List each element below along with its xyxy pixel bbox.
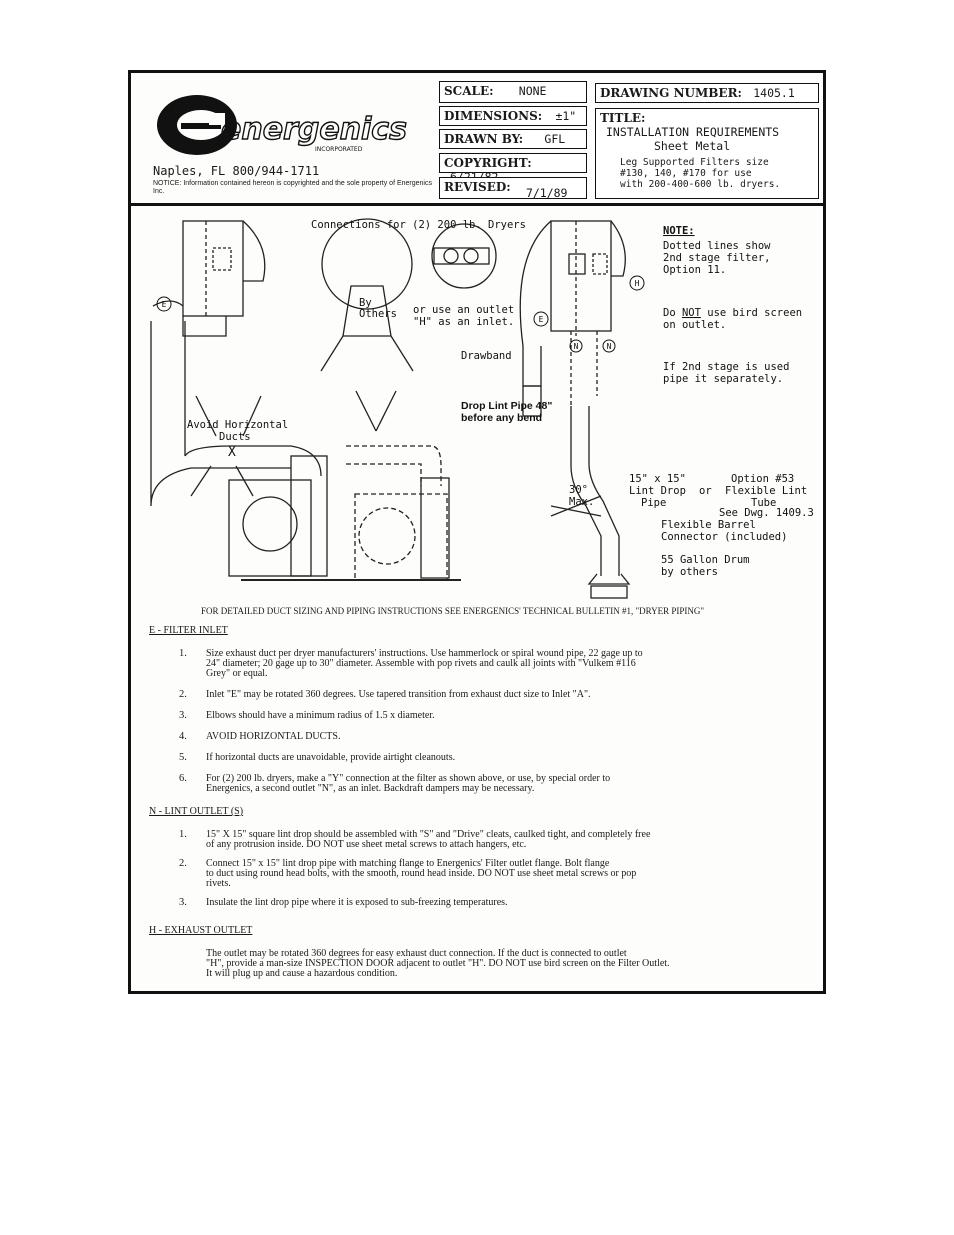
y-connection-circle [322,219,412,309]
e-heading: E - FILTER INLET [149,625,228,636]
see-dwg: See Dwg. 1409.3 [719,507,814,519]
detailed-instructions: FOR DETAILED DUCT SIZING AND PIPING INSTRUCTIONS SEE ENERGENICS' TECHNICAL BULLETIN #1, "DRYER PIPING" [201,606,705,616]
e-item-line: Energenics, a second outlet "N", as an inlet. Backdraft dampers may be necessary. [206,783,535,794]
lint-outlet-n-marker: N [573,342,579,351]
title-label: TITLE: [600,111,646,125]
drop-lint-line-2: before any bend [461,412,543,424]
note-line-2: 2nd stage filter, [663,252,771,264]
max-angle-line-2: Max. [569,496,595,508]
h-line: "H", provide a man-size INSPECTION DOOR adjacent to outlet "H". DO NOT use bird screen on the Filter Outlet. [206,958,670,969]
flex-line-2: Connector (included) [661,531,788,543]
or-use-line-1: or use an outlet [413,304,515,316]
avoid-line-2: Ducts [219,431,251,443]
n-item-line: 15" X 15" square lint drop should be assembled with "S" and "Drive" cleats, caulked tight, and completely free [206,829,651,840]
e-item-number: 5. [179,752,187,763]
drum-line-2: by others [661,566,718,578]
e-item-line: Inlet "E" may be rotated 360 degrees. Use tapered transition from exhaust duct size to Inlet "A". [206,689,591,700]
revised-cell [439,177,587,199]
bird-line-2: on outlet. [663,319,727,331]
lint-outlet-n-marker-2: N [606,342,612,351]
n-item-number: 3. [179,897,187,908]
description-line-3: with 200-400-600 lb. dryers. [620,179,781,190]
connections-caption: Connections for (2) 200 lb. Dryers [311,219,526,231]
inlet-e-marker-right: E [538,315,544,324]
second-stage-line-2: pipe it separately. [663,373,784,385]
max-angle-line-1: 30° [569,484,588,496]
title-block [131,73,823,206]
option-line-2: Flexible Lint [725,485,808,497]
h-line: It will plug up and cause a hazardous condition. [206,968,398,979]
description-line-2: #130, 140, #170 for use [620,168,752,179]
revised-label: REVISED: [444,180,511,194]
installation-diagram [131,206,823,601]
scale-cell [439,81,587,103]
copyright-label: COPYRIGHT: [444,156,532,170]
e-item-line: If horizontal ducts are unavoidable, provide airtight cleanouts. [206,752,456,763]
e-item-line: 24" diameter; 20 gage up to 30" diameter. Assemble with pop rivets and caulk all joints with "Vulkem #116 [206,658,636,669]
option-line-1: Option #53 [731,473,795,485]
n-item-number: 2. [179,858,187,869]
title-line-1: INSTALLATION REQUIREMENTS [606,125,780,139]
description-line-1: Leg Supported Filters size [620,157,769,168]
scale-label: SCALE: [444,84,494,98]
svg-text:Do NOT use bird screen [663,307,802,319]
drawing-number-label: DRAWING NUMBER: [600,86,742,100]
scale-value: NONE [518,84,547,98]
n-item-line: to duct using round head bolts, with the smooth, round head inside. DO NOT use sheet metal screws or pop [206,868,637,879]
e-item-number: 4. [179,731,187,742]
second-stage-line-1: If 2nd stage is used [663,361,790,373]
dimensions-label: DIMENSIONS: [444,109,543,123]
drawn-by-value: GFL [544,132,566,146]
drawn-by-cell [439,129,587,149]
bird-line-1a: Do [663,307,682,319]
note-line-1: Dotted lines show [663,240,771,252]
title-cell [595,108,819,199]
option-line-3: Tube [751,497,777,509]
company-location: Naples, FL 800/944-1711 [153,164,320,178]
bird-line-1b: use bird screen [700,307,803,319]
copyright-cell [439,153,587,173]
or-use-line-2: "H" as an inlet. [413,316,515,328]
e-item-number: 6. [179,773,187,784]
dimensions-cell [439,106,587,126]
drawband-label: Drawband [461,350,512,362]
note-line-3: Option 11. [663,264,727,276]
inlet-e-marker: E [161,300,167,309]
h-heading: H - EXHAUST OUTLET [149,925,253,936]
lint-drop-line-2: Lint Drop [629,485,686,497]
e-item-line: AVOID HORIZONTAL DUCTS. [206,731,341,742]
drawing-sheet [128,70,826,994]
drop-lint-line-1: Drop Lint Pipe 48" [461,400,553,412]
left-dryer [229,480,311,576]
h-line: The outlet may be rotated 360 degrees for easy exhaust duct connection. If the duct is connected to outlet [206,948,627,959]
e-item-number: 2. [179,689,187,700]
e-item-line: Elbows should have a minimum radius of 1.5 x diameter. [206,710,435,721]
n-item-line: rivets. [206,878,231,889]
dimensions-value: ±1" [555,109,577,123]
e-item-line: Size exhaust duct per dryer manufacturers' instructions. Use hammerlock or spiral wound pipe, 22 gage up to [206,648,643,659]
left-filter-body [183,221,243,316]
outlet-h-marker: H [634,279,640,288]
n-item-line: of any protrusion inside. DO NOT use sheet metal screws to attach hangers, etc. [206,839,527,850]
drawn-by-label: DRAWN BY: [444,132,524,146]
e-item-number: 1. [179,648,187,659]
n-item-line: Insulate the lint drop pipe where it is exposed to sub-freezing temperatures. [206,897,508,908]
copyright-notice: NOTICE: Information contained hereon is copyrighted and the sole property of Energenics Inc. [153,180,432,195]
e-item-line: For (2) 200 lb. dryers, make a "Y" connection at the filter as shown above, or use, by special order to [206,773,611,784]
drawing-number-cell [595,83,819,103]
revised-value: 7/1/89 [525,186,568,200]
drum-line-1: 55 Gallon Drum [661,554,750,566]
logo-subtext: INCORPORATED [315,146,363,153]
title-line-2: Sheet Metal [654,139,731,153]
drawing-number-value: 1405.1 [753,86,795,100]
by-others-label: By Others [359,297,397,320]
n-item-line: Connect 15" x 15" lint drop pipe with matching flange to Energenics' Filter outlet flange. Bolt flange [206,858,610,869]
avoid-line-1: Avoid Horizontal [187,419,289,431]
lint-drop-line-3: Pipe [641,497,667,509]
x-mark: X [228,445,236,460]
logo-wordmark: energenics [221,112,407,147]
note-title: NOTE: [663,225,695,237]
lint-drop-line-1: 15" x 15" [629,473,686,485]
e-item-number: 3. [179,710,187,721]
or-word: or [699,485,712,497]
n-item-number: 1. [179,829,187,840]
e-item-line: Grey" or equal. [206,668,268,679]
bird-not: NOT [681,307,701,319]
flex-line-1: Flexible Barrel [661,519,756,531]
n-heading: N - LINT OUTLET (S) [149,806,244,817]
